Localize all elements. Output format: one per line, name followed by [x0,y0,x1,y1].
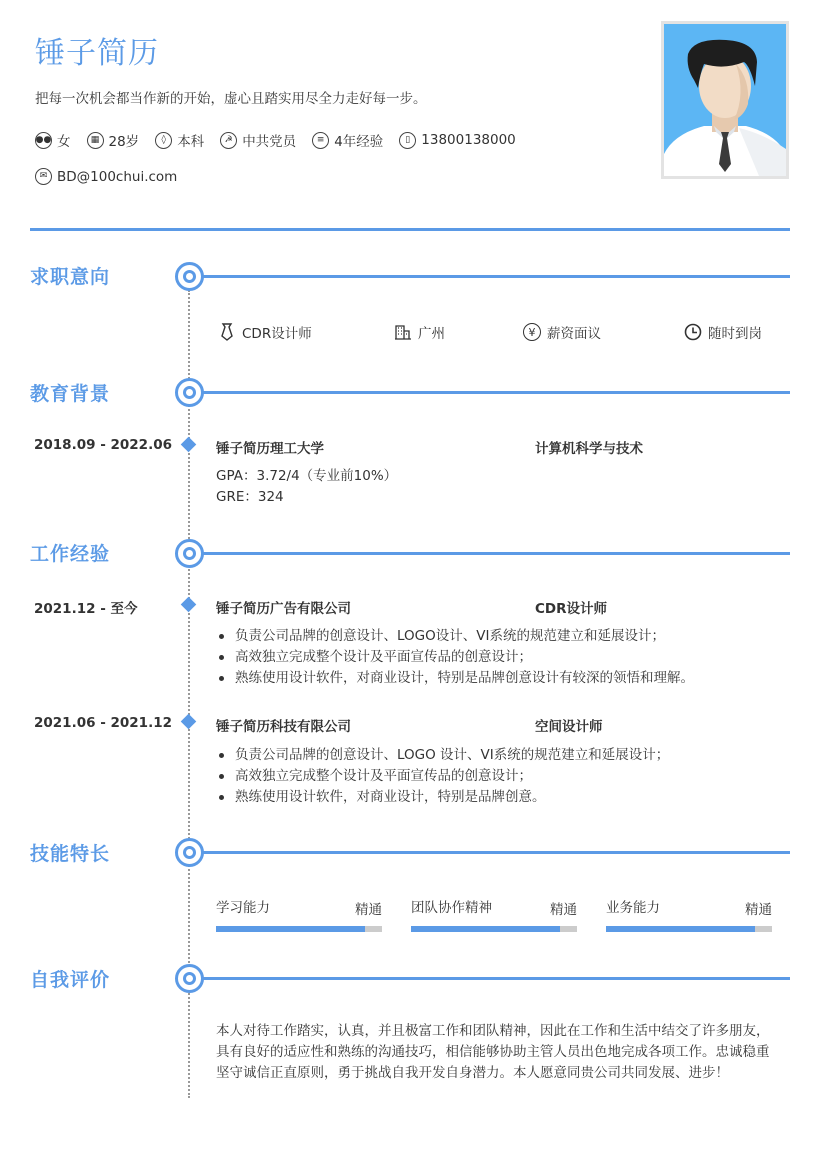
info-email [35,168,177,185]
work-duties-list [216,745,669,808]
intent-city [394,322,445,342]
motto: 把每一次机会都当作新的开始，虚心且踏实用尽全力走好每一步。 [35,91,427,107]
skill-level: 精通 [355,902,382,918]
intent-salary [523,322,601,342]
duty-item: 熟练使用设计软件，对商业设计，特别是品牌创意设计有较深的领悟和理解。 [216,668,694,689]
clock-icon [684,323,702,341]
yen-icon: ¥ [523,323,541,341]
timeline-diamond-icon [181,437,197,453]
skill-item [216,896,382,932]
skill-progress-bar [606,926,772,932]
personal-info-row [35,130,532,150]
position-name: 空间设计师 [535,719,603,735]
info-experience [312,130,383,150]
section-divider [203,275,790,278]
education-icon: ◊ [155,132,172,149]
skill-level: 精通 [745,902,772,918]
info-party [220,130,296,150]
intent-text: 广州 [418,326,445,342]
tie-icon [218,323,236,341]
info-text: 中共党员 [242,134,297,150]
duty-item: 负责公司品牌的创意设计、LOGO 设计、VI系统的规范建立和延展设计； [216,745,669,766]
info-education [155,130,204,150]
section-title-intent: 求职意向 [30,266,111,288]
header-divider [30,228,790,231]
intent-text: CDR设计师 [242,326,312,342]
avatar-photo [661,21,789,179]
email-text[interactable]: BD@100chui.com [57,168,178,185]
skill-progress-bar [216,926,382,932]
email-row [35,168,193,185]
section-ring-icon [175,838,204,867]
intent-position [218,322,312,342]
section-ring-icon [175,378,204,407]
gpa-text: GPA：3.72/4（专业前10%） [216,468,398,484]
age-icon: ▦ [87,132,104,149]
duty-item: 高效独立完成整个设计及平面宣传品的创意设计； [216,647,694,668]
skill-progress-bar [411,926,577,932]
section-divider [203,552,790,555]
duty-item: 负责公司品牌的创意设计、LOGO设计、VI系统的规范建立和延展设计； [216,626,694,647]
skill-progress-fill [606,926,755,932]
skill-item [411,896,577,932]
info-text: 本科 [177,134,205,150]
skill-level: 精通 [550,902,577,918]
work-duties-list [216,626,694,689]
timeline-diamond-icon [181,597,197,613]
building-icon [394,323,412,341]
duty-item: 高效独立完成整个设计及平面宣传品的创意设计； [216,766,669,787]
work-date: 2021.06 - 2021.12 [34,715,172,731]
section-title-evaluation: 自我评价 [30,969,111,991]
info-age [87,130,140,150]
company-name: 锤子简历广告有限公司 [216,601,351,617]
gre-text: GRE：324 [216,489,284,505]
section-divider [203,851,790,854]
info-gender [35,130,71,150]
intent-availability [684,322,762,342]
self-evaluation-text: 本人对待工作踏实，认真，并且极富工作和团队精神，因此在工作和生活中结交了许多朋友，具有良好的适应性和熟练的沟通技巧，相信能够协助主管人员出色地完成各项工作。忠诚稳重坚守诚信正直原则，勇于挑战自我开发自身潜力。本人愿意同贵公司共同发展、进步！ [216,1023,770,1081]
section-divider [203,391,790,394]
skill-name: 业务能力 [606,900,660,916]
section-title-work: 工作经验 [30,543,111,565]
party-icon: ☭ [220,132,237,149]
company-name: 锤子简历科技有限公司 [216,719,351,735]
skill-progress-fill [216,926,365,932]
section-title-education: 教育背景 [30,383,111,405]
section-title-skills: 技能特长 [30,843,111,865]
intent-text: 随时到岗 [708,326,762,342]
mail-icon: ✉ [35,168,52,185]
info-phone [399,132,515,149]
work-date: 2021.12 - 至今 [34,601,138,617]
education-date: 2018.09 - 2022.06 [34,437,172,453]
section-ring-icon [175,262,204,291]
section-ring-icon [175,539,204,568]
info-text: 13800138000 [421,132,516,148]
phone-icon: ▯ [399,132,416,149]
gender-icon: ●● [35,132,52,149]
major-name: 计算机科学与技术 [535,441,643,457]
info-text: 28岁 [108,134,140,150]
school-name: 锤子简历理工大学 [216,441,324,457]
skill-item [606,896,772,932]
resume-name: 锤子简历 [35,36,159,71]
timeline-diamond-icon [181,714,197,730]
intent-text: 薪资面议 [547,326,601,342]
skill-progress-fill [411,926,560,932]
person-avatar-icon [664,24,786,176]
section-divider [203,977,790,980]
skill-name: 团队协作精神 [411,900,492,916]
info-text: 女 [57,134,71,150]
experience-icon: ≡ [312,132,329,149]
position-name: CDR设计师 [535,601,608,617]
skill-name: 学习能力 [216,900,270,916]
duty-item: 熟练使用设计软件，对商业设计，特别是品牌创意。 [216,787,669,808]
info-text: 4年经验 [334,134,384,150]
education-details [216,466,397,508]
section-ring-icon [175,964,204,993]
